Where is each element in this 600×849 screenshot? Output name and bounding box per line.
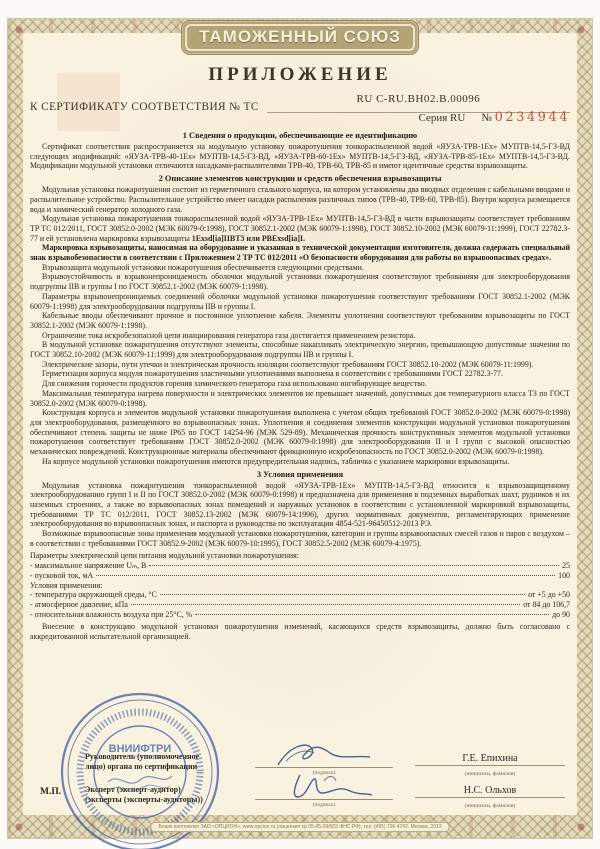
section2-paragraph: Модульная установка пожаротушения состоит из герметичного стального корпуса, на котором установлены два вводных отделения с кабельными вводами и распылительное устройство. Распылительное устройство имеет насадки распыления различных типов (ТРВ-40, ТРВ-60, ТРВ-85). Внутри корпуса размещается вода и химический генератор холодного газа. bbox=[30, 185, 570, 214]
condition-value: от +5 до +50 bbox=[528, 590, 570, 600]
section2-paragraph: Для снижения горючести продуктов горения химического генератора газа использовано ингибирующее вещество. bbox=[42, 379, 427, 389]
parameter-value: 25 bbox=[562, 561, 570, 571]
condition-label: - относительная влажность воздуха при 25°С, % bbox=[30, 609, 193, 619]
dot-leader bbox=[195, 614, 549, 615]
stamp-center-text: ВНИИФТРИ bbox=[108, 743, 172, 755]
condition-row bbox=[30, 610, 570, 620]
section3-paragraph: Возможные взрывоопасные зоны применения модульной установки пожаротушения, категории и группы взрывоопасных смесей газов и паров с воздухом – в соответствии с требованиями ГОСТ 30852.9-2002 (МЭК 60079-10:1995), ГОСТ 30852.5-2002 (МЭК 60079-4:1975). bbox=[30, 529, 570, 548]
dot-leader bbox=[149, 565, 559, 566]
page-title: ПРИЛОЖЕНИЕ bbox=[208, 64, 392, 85]
condition-label: - температура окружающей среды, °С bbox=[30, 590, 157, 600]
section3-heading: 3 Условия применения bbox=[256, 469, 344, 479]
section1-heading: 1 Сведения о продукции, обеспечивающие ее идентификацию bbox=[182, 131, 418, 140]
section2-paragraph: Герметизация корпуса модуля пожаротушения эластичными уплотнениями выполнена в соответствии с требованиями ГОСТ 22782.3-77. bbox=[42, 369, 503, 379]
conditions-label: Условия применения: bbox=[30, 580, 103, 590]
role-line: лицо) органа по сертификации bbox=[85, 762, 198, 771]
section1-paragraph: Сертификат соответствия распространяется на модульную установку пожаротушения тонкораспыленной водой «ЯУЗА-ТРВ-1Ех» МУПТВ-14,5-ГЗ-ВД следующих модификаций: «ЯУЗА-ТРВ-40-1Ех» МУПТВ-14,5-ГЗ-ВД, «ЯУЗА-ТРВ-60-1Ех» МУПТВ-14,5-ГЗ-ВД, «ЯУЗА-ТРВ-85-1Ех» МУПТВ-14,5-ГЗ-ВД. Модификации модульной установки отличаются насадками-распылителями ТРВ-40, ТРВ-60, ТРВ-85 и имеют идентичные средства взрывозащиты. bbox=[30, 142, 570, 171]
section2-paragraph-marking bbox=[30, 214, 570, 243]
customs-union-label: ТАМОЖЕННЫЙ СОЮЗ bbox=[199, 27, 401, 46]
condition-row bbox=[30, 600, 570, 610]
signatory-name: Г.Е. Епихина bbox=[415, 753, 565, 766]
document-body bbox=[30, 128, 570, 642]
condition-value: до 90 bbox=[552, 609, 570, 619]
condition-label: - атмосферное давление, кПа bbox=[30, 599, 128, 609]
section2-paragraph: На корпусе модульной установки пожаротушения имеются предупредительная надпись, табличка с указанием маркировки взрывозащиты. bbox=[42, 456, 510, 466]
section2-paragraph-bold: Маркировка взрывозащиты, наносимая на оборудование и указанная в технической документации изготовителя, должна содержать специальный знак взрывобезопасности в соответствии с Приложением 2 ТР ТС 012/2011 «О безопасности оборудования для работы во взрывоопасных средах». bbox=[30, 243, 570, 263]
section2-paragraph: Параметры взрывонепроницаемых соединений оболочки модульной установки пожаротушения соответствуют требованиям ГОСТ 30852.1-2002 (МЭК 60079-1:1998) для электрооборудования подгруппы IIB и группы I. bbox=[30, 291, 570, 311]
name-caption: (инициалы, фамилия) bbox=[464, 771, 516, 777]
signature-caption: (подпись) bbox=[312, 802, 336, 808]
certificate-label: К СЕРТИФИКАТУ СООТВЕТСТВИЯ № ТС bbox=[30, 101, 259, 113]
section2-heading: 2 Описание элементов конструкции и средств обеспечения взрывозащиты bbox=[158, 174, 442, 184]
final-paragraph: Внесение в конструкцию модульной установки пожаротушения изменений, касающихся средств взрывозащиты, должно быть согласовано с аккредитованной испытательной организацией. bbox=[30, 622, 570, 642]
customs-union-plaque bbox=[182, 21, 418, 54]
corner-ornament bbox=[571, 817, 591, 837]
role-line: Эксперт (эксперт-аудитор) bbox=[85, 785, 181, 794]
parameters-intro: Параметры электрической цепи питания модульной установки пожаротушения: bbox=[30, 551, 299, 561]
mp-seal-label: М.П. bbox=[40, 787, 62, 797]
marking-code: 1Exsd[ia]IIBT3 или PBExsd[ia]I. bbox=[191, 233, 306, 243]
section3-paragraph: Модульная установка пожаротушения тонкораспыленной водой «ЯУЗА-ТРВ-1Ех» МУПТВ-14,5-ГЗ-ВД относится к взрывозащищенному электрооборудованию групп I и II по ГОСТ 30852.0-2002 (МЭК 60079-0:1998) и предназначена для применения в подземных выработках шахт, рудников и их наземных строениях, а также во взрывоопасных зонах помещений и наружных установок в соответствии с установленной маркировкой взрывозащиты, требованиями ТР ТС 012/2011, ГОСТ 30852.13-2002 (МЭК 60079-14:1996), других нормативных документов, регламентирующих применение электрооборудования во взрывоопасных зонах, и паспорта и руководства по эксплуатации 4854-521-96450512-2013 РЭ. bbox=[30, 480, 570, 529]
role-line: (эксперты (эксперты-аудиторы)) bbox=[85, 795, 203, 804]
corner-ornament bbox=[9, 817, 29, 837]
section2-paragraph: Конструкция корпуса и элементов модульной установки пожаротушения выполнена с учетом общих требований ГОСТ 30852.0-2002 (МЭК 60079-0:1998) для электрооборудования, размещенного во взрывоопасных зонах. Уплотнения и соединения элементов конструкции модульной установки пожаротушения обеспечивают степень защиты не ниже IP65 по ГОСТ 14254-96 (МЭК 529-89). Механическая прочность конструктивных элементов модульной установки пожаротушения соответствует требованиям ГОСТ 30852.0-2002 (МЭК 60079-0:1998) для электрооборудования II и I групп с высокой опасностью механических повреждений. Конструкционные материалы обеспечивают фрикционную искробезопасность по ГОСТ 30852.0-2002 (МЭК 60079-0:1998). bbox=[30, 408, 570, 457]
section2-paragraph: Взрывоустойчивость и взрывонепроницаемость оболочки модульной установки пожаротушения соответствуют требованиям для электрооборудования подгруппы IIB и группы I по ГОСТ 30852.1-2002 (МЭК 60079-1:1998). bbox=[30, 272, 570, 292]
section2-paragraph: Максимальная температура нагрева поверхности и электрических элементов не превышает значений, допустимых для температурного класса Т3 по ГОСТ 30852.0-2002 (МЭК 60079-0:1998). bbox=[30, 388, 570, 408]
signature-line bbox=[255, 799, 393, 800]
section2-paragraph: Взрывозащита модульной установки пожаротушения обеспечивается следующими средствами. bbox=[42, 262, 364, 272]
dot-leader bbox=[96, 575, 555, 576]
dot-leader bbox=[131, 604, 520, 605]
series-sign: № bbox=[481, 112, 492, 124]
role-line: Руководитель (уполномоченное bbox=[85, 752, 200, 761]
dot-leader bbox=[160, 594, 525, 595]
section2-paragraph: В модульной установке пожаротушения отсутствуют элементы, способные накапливать электрическую энергию, превышающую допустимые значения по ГОСТ 30852.10-2002 (МЭК 60079-11:1999) для электрооборудования подгруппы IIB и группы I. bbox=[30, 340, 570, 360]
section2-paragraph: Электрические зазоры, пути утечки и электрическая прочность изоляции соответствуют требованиям ГОСТ 30852.10-2002 (МЭК 60079-11:1999). bbox=[42, 359, 534, 369]
role-head-of-body bbox=[85, 752, 270, 772]
printer-imprint: Бланк изготовлен ЗАО «ОПЦИОН», www.opcion.ru (лицензия № 05-05-09/003 ФНС РФ), тел. (495) 726 4742, Москва, 2013 bbox=[150, 822, 449, 832]
name-caption: (инициалы, фамилия) bbox=[464, 803, 516, 809]
condition-value: от 84 до 106,7 bbox=[523, 599, 570, 609]
signature-line bbox=[255, 767, 393, 768]
signature-block bbox=[30, 747, 570, 819]
parameter-value: 100 bbox=[558, 570, 570, 580]
series-number: 0234944 bbox=[494, 110, 570, 125]
certificate-number: RU C-RU.BH02.B.00096 bbox=[356, 93, 481, 105]
series-label: Серия RU bbox=[418, 112, 466, 124]
marking-text: Модульная установка пожаротушения тонкораспыленной водой «ЯУЗА-ТРВ-1Ех» МУПТВ-14,5-ГЗ-ВД в части взрывозащиты соответствует требованиям ТР ТС 012/2011, ГОСТ 30852.0-2002 (МЭК 60079-0:1998), ГОСТ 30852.1-2002 (МЭК 60079-1:1998), ГОСТ 30852.10-2002 (МЭК 60079-11:1999), ГОСТ 22782.3-77 и ей установлена маркировка взрывозащиты bbox=[30, 214, 570, 243]
series-number-group bbox=[481, 110, 570, 125]
parameter-row bbox=[30, 571, 570, 581]
signature-caption: (подпись) bbox=[312, 770, 336, 776]
parameter-row bbox=[30, 561, 570, 571]
condition-row bbox=[30, 590, 570, 600]
parameter-label: - максимальное напряжение Uₘ, В bbox=[30, 561, 147, 571]
series-row bbox=[300, 110, 570, 125]
parameter-label: - пусковой ток, мА bbox=[30, 570, 94, 580]
signatory-name: Н.С. Ольхов bbox=[415, 785, 565, 798]
section2-paragraph: Кабельные вводы обеспечивают прочное и постоянное уплотнение кабеля. Элементы уплотнения соответствуют требованиям взрывозащиты по ГОСТ 30852.1-2002 (МЭК 60079-1:1998). bbox=[30, 311, 570, 330]
section2-paragraph: Ограничение тока искробезопасной цепи инициирования генератора газа достигается применением резистора. bbox=[42, 330, 416, 340]
role-expert bbox=[85, 785, 270, 805]
